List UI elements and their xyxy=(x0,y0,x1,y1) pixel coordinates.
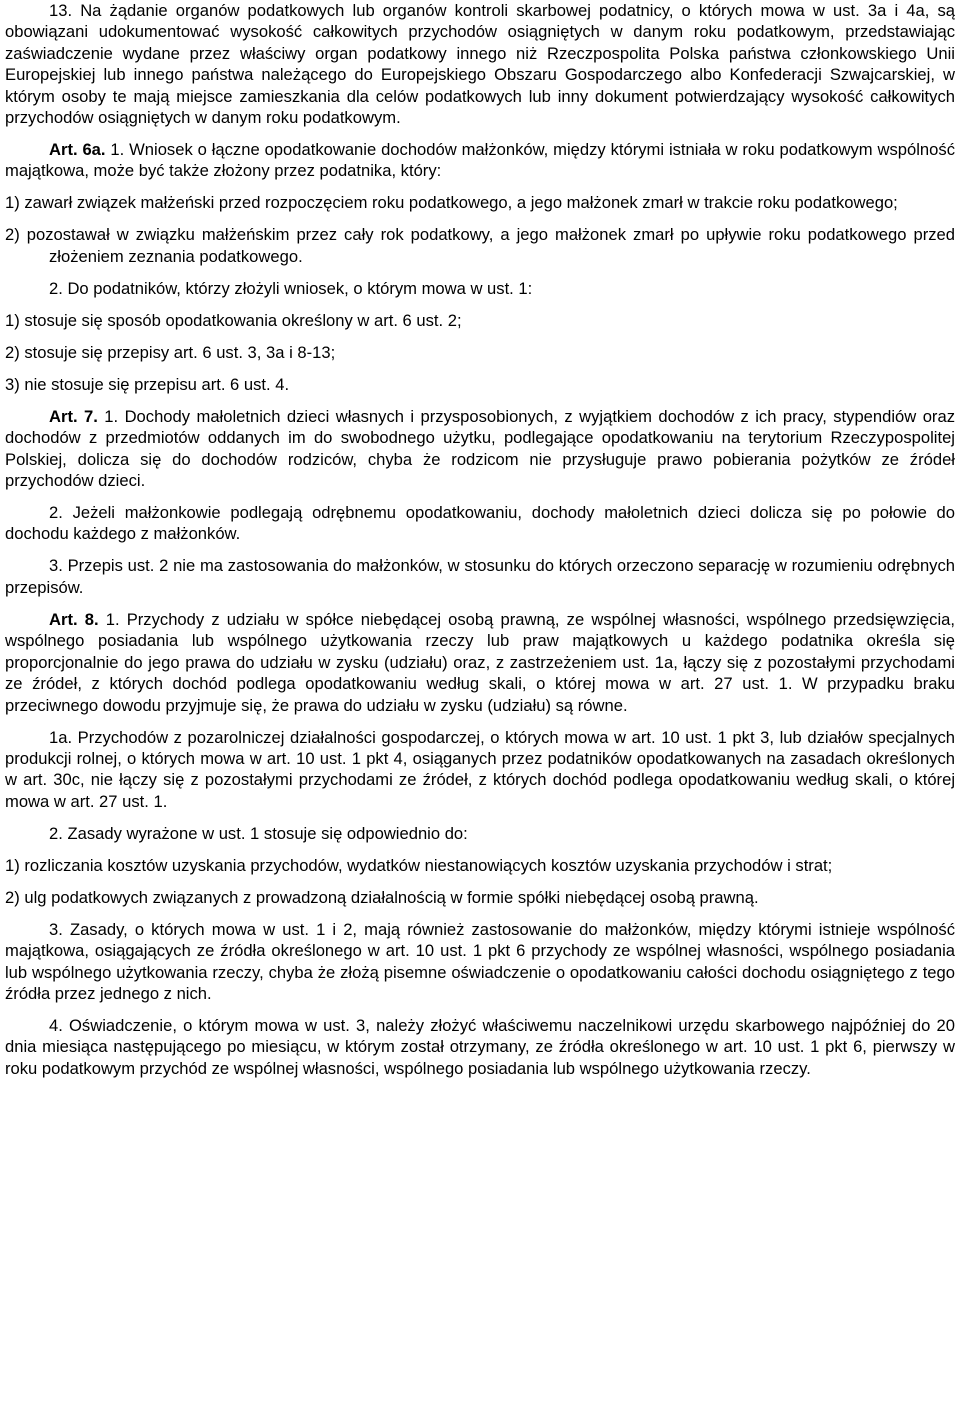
paragraph-text: 1. Dochody małoletnich dzieci własnych i przysposobionych, z wyjątkiem dochodów z ich pracy, stypendiów oraz dochodów z przedmiotów oddanych im do swobodnego użytku, podlegające opodatkowaniu na terytorium Rzeczypospolitej Polskiej, dolicza się do dochodów rodziców, chyba że rodzicom nie przysługuje prawo pobierania pożytków ze źródeł przychodów dzieci. xyxy=(5,406,955,491)
paragraph-text: 3. Zasady, o których mowa w ust. 1 i 2, mają również zastosowanie do małżonków, między którymi istnieje wspólność majątkowa, osiągających ze źródła określonego w art. 10 ust. 1 pkt 6 przychody ze wspólnej własności, wspólnego posiadania lub wspólnego użytkowania rzeczy, chyba że złożą pisemne oświadczenie o opodatkowaniu całości dochodu osiągniętego z tego źródła przez jednego z nich. xyxy=(5,919,955,1003)
paragraph-art6-ust13 xyxy=(5,0,955,128)
paragraph-art8-ust3 xyxy=(5,919,955,1005)
list-item-6a-2-2 xyxy=(5,342,955,363)
paragraph-text: 1. Przychody z udziału w spółce niebędącej osobą prawną, ze wspólnej własności, wspólnego przedsięwzięcia, wspólnego posiadania lub wspólnego użytkowania rzeczy lub praw majątkowych u każdego podatnika określa się proporcjonalnie do jego prawa do udziału w zysku (udziału) oraz, z zastrzeżeniem ust. 1a, łączy się z pozostałymi przychodami ze źródeł, z których dochód podlega opodatkowaniu według skali, o której mowa w art. 27 ust. 1. W przypadku braku przeciwnego dowodu przyjmuje się, że prawa do udziału w zysku (udziału) są równe. xyxy=(5,609,955,715)
paragraph-art7-ust1 xyxy=(5,406,955,492)
paragraph-text: 2) pozostawał w związku małżeńskim przez cały rok podatkowy, a jego małżonek zmarł po upływie roku podatkowego przed złożeniem zeznania podatkowego. xyxy=(5,225,955,266)
paragraph-text: 1a. Przychodów z pozarolniczej działalności gospodarczej, o których mowa w art. 10 ust. 1 pkt 3, lub działów specjalnych produkcji rolnej, o których mowa w art. 10 ust. 1 pkt 4, osiąganych przez podatników opodatkowanych na zasadach określonych w art. 30c, nie łączy się z pozostałymi przychodami ze źródeł, z których dochód podlega opodatkowaniu według skali, o której mowa w art. 27 ust. 1. xyxy=(5,727,955,811)
paragraph-art8-ust1 xyxy=(5,609,955,716)
paragraph-art6a-ust1 xyxy=(5,139,955,182)
paragraph-text: 2) ulg podatkowych związanych z prowadzoną działalnością w formie spółki niebędącej osobą prawną. xyxy=(5,887,759,907)
article-label: Art. 8. xyxy=(49,609,99,629)
paragraph-art7-ust2 xyxy=(5,502,955,545)
paragraph-text: 2) stosuje się przepisy art. 6 ust. 3, 3a i 8-13; xyxy=(5,342,336,362)
paragraph-text: 2. Jeżeli małżonkowie podlegają odrębnemu opodatkowaniu, dochody małoletnich dzieci dolicza się po połowie do dochodu każdego z małżonków. xyxy=(5,503,955,544)
list-item-6a-2-1 xyxy=(5,310,955,331)
paragraph-text: 3. Przepis ust. 2 nie ma zastosowania do małżonków, w stosunku do których orzeczono separację w rozumieniu odrębnych przepisów. xyxy=(5,556,955,597)
paragraph-art6a-ust2 xyxy=(5,278,955,299)
paragraph-art7-ust3 xyxy=(5,555,955,598)
paragraph-text: 2. Do podatników, którzy złożyli wniosek, o którym mowa w ust. 1: xyxy=(49,278,533,298)
article-label: Art. 6a. xyxy=(49,140,106,160)
paragraph-text: 2. Zasady wyrażone w ust. 1 stosuje się odpowiednio do: xyxy=(49,823,468,843)
paragraph-text: 1. Wniosek o łączne opodatkowanie dochodów małżonków, między którymi istniała w roku podatkowym wspólność majątkowa, może być także złożony przez podatnika, który: xyxy=(5,140,955,181)
list-item-6a-1-2 xyxy=(5,224,955,267)
paragraph-text: 13. Na żądanie organów podatkowych lub organów kontroli skarbowej podatnicy, o których mowa w ust. 3a i 4a, są obowiązani udokumentować wysokość całkowitych przychodów osiągniętych w danym roku podatkowym, przedstawiając zaświadczenie wydane przez właściwy organ podatkowy innego niż Rzeczpospolita Polska państwa członkowskiego Unii Europejskiej lub innego państwa należącego do Europejskiego Obszaru Gospodarczego albo Konfederacji Szwajcarskiej, w którym osoby te mają miejsce zamieszkania dla celów podatkowych lub inny dokument potwierdzający wysokość całkowitych przychodów osiągniętych w danym roku podatkowym. xyxy=(5,1,955,128)
paragraph-art8-ust2 xyxy=(5,823,955,844)
article-label: Art. 7. xyxy=(49,406,98,426)
paragraph-art8-ust4 xyxy=(5,1015,955,1079)
paragraph-art8-ust1a xyxy=(5,727,955,813)
document-page xyxy=(5,0,955,1090)
list-item-6a-2-3 xyxy=(5,374,955,395)
paragraph-text: 1) rozliczania kosztów uzyskania przychodów, wydatków niestanowiących kosztów uzyskania przychodów i strat; xyxy=(5,855,833,875)
paragraph-text: 4. Oświadczenie, o którym mowa w ust. 3, należy złożyć właściwemu naczelnikowi urzędu skarbowego najpóźniej do 20 dnia miesiąca następującego po miesiącu, w którym został otrzymany, ze źródła określonego w art. 10 ust. 1 pkt 6, pierwszy w roku podatkowym przychód ze wspólnej własności, wspólnego posiadania lub wspólnego użytkowania rzeczy. xyxy=(5,1015,955,1078)
list-item-6a-1-1 xyxy=(5,192,955,213)
paragraph-text: 1) zawarł związek małżeński przed rozpoczęciem roku podatkowego, a jego małżonek zmarł w trakcie roku podatkowego; xyxy=(5,193,898,213)
list-item-8-2-2 xyxy=(5,887,955,908)
list-item-8-2-1 xyxy=(5,855,955,876)
paragraph-text: 1) stosuje się sposób opodatkowania określony w art. 6 ust. 2; xyxy=(5,310,462,330)
paragraph-text: 3) nie stosuje się przepisu art. 6 ust. 4. xyxy=(5,374,290,394)
